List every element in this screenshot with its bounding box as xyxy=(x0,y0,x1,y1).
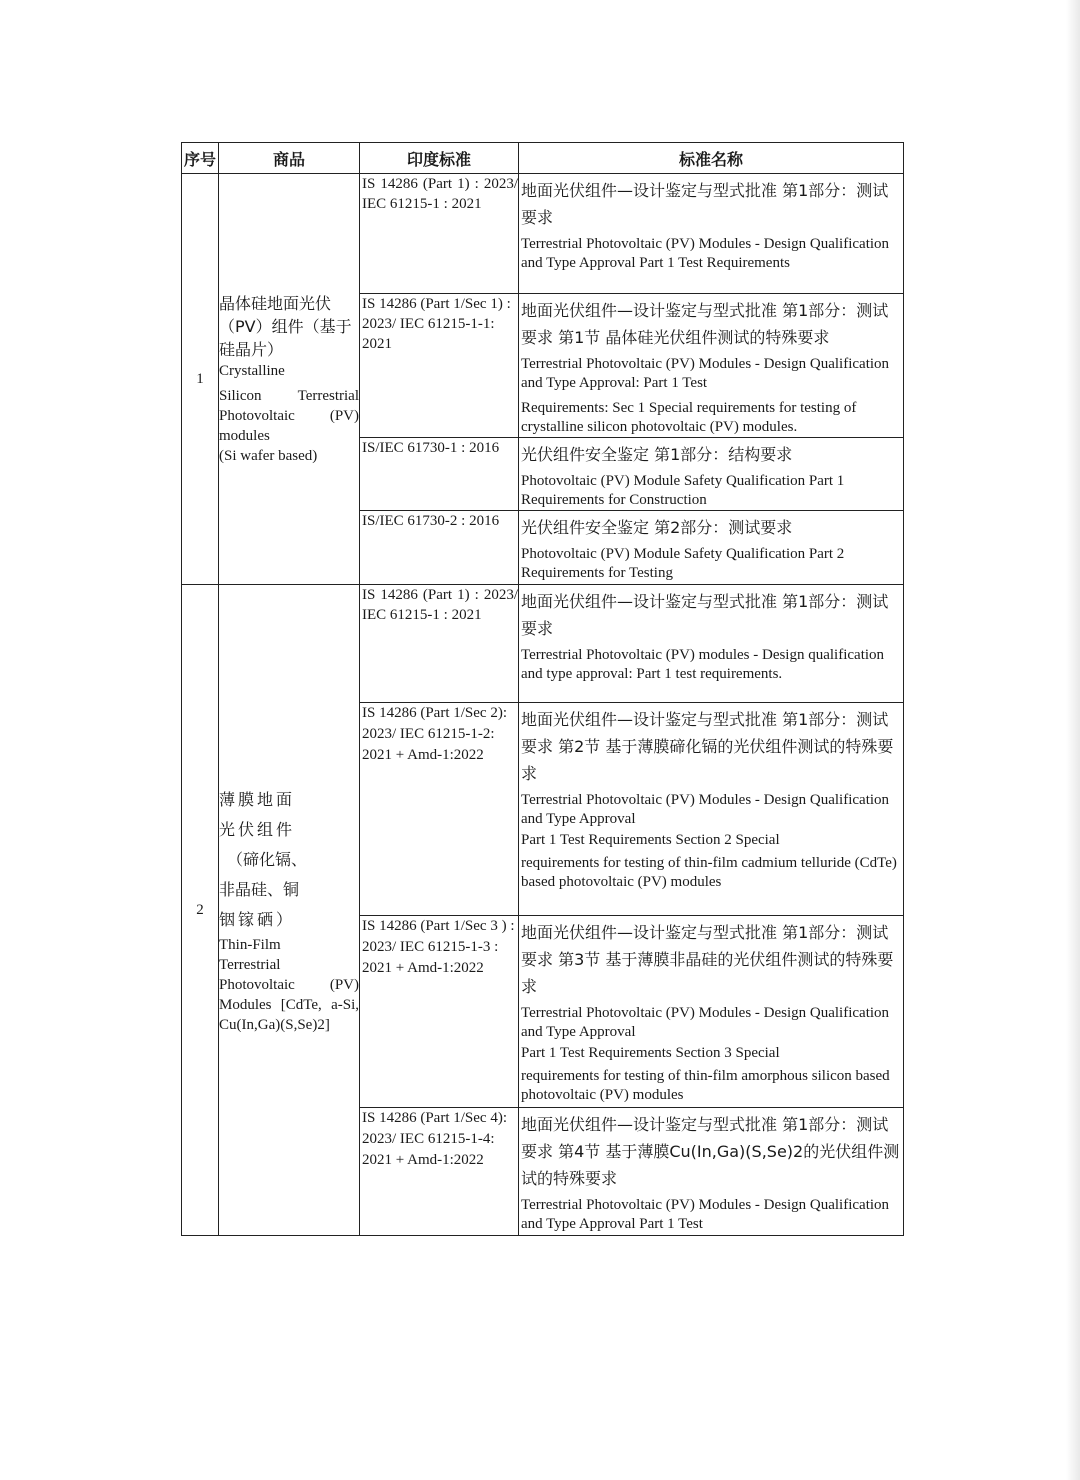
std-name-zh: 光伏组件安全鉴定 第1部分：结构要求 xyxy=(521,445,793,464)
std-name-en: requirements for testing of thin-film amorphous silicon based photovoltaic (PV) modules xyxy=(521,1068,890,1103)
product-name-zh: 光伏组件 xyxy=(219,820,296,839)
product-name-en: (Si wafer based) xyxy=(219,448,318,464)
std-name-zh: 地面光伏组件—设计鉴定与型式批准 第1部分：测试要求 xyxy=(521,592,889,638)
std-name-en: Terrestrial Photovoltaic (PV) modules - Design qualification and type approval: Part 1 test requirements. xyxy=(521,647,885,682)
seq-cell: 2 xyxy=(182,585,219,1236)
std-code-cell: IS 14286 (Part 1) : 2023/ IEC 61215-1 : 2021 xyxy=(360,174,519,294)
std-name-zh: 地面光伏组件—设计鉴定与型式批准 第1部分：测试要求 第3节 基于薄膜非晶硅的光伏组件测试的特殊要求 xyxy=(521,923,894,996)
product-name-zh: （碲化镉、 xyxy=(227,850,308,869)
std-name-en: requirements for testing of thin-film cadmium telluride (CdTe) based photovoltaic (PV) modules xyxy=(521,855,897,890)
std-code-cell: IS/IEC 61730-1 : 2016 xyxy=(360,438,519,511)
std-name-en: Part 1 Test Requirements Section 3 Special xyxy=(521,1045,780,1061)
std-name-cell xyxy=(519,511,904,585)
std-name-en: Terrestrial Photovoltaic (PV) Modules - Design Qualification and Type Approval Part 1 Test xyxy=(521,1197,890,1232)
std-code-cell: IS 14286 (Part 1) : 2023/ IEC 61215-1 : 2021 xyxy=(360,585,519,703)
table-row xyxy=(182,174,904,294)
std-name-cell xyxy=(519,294,904,438)
std-name-cell xyxy=(519,438,904,511)
header-indian-standard: 印度标准 xyxy=(360,143,519,174)
header-standard-name: 标准名称 xyxy=(519,143,904,174)
std-name-cell xyxy=(519,703,904,916)
standards-table xyxy=(181,142,904,1236)
std-code-cell: IS 14286 (Part 1/Sec 2): 2023/ IEC 61215-1-2: 2021 + Amd-1:2022 xyxy=(360,703,519,916)
std-code-cell: IS/IEC 61730-2 : 2016 xyxy=(360,511,519,585)
table-header-row xyxy=(182,143,904,174)
std-name-en: Requirements: Sec 1 Special requirements for testing of crystalline silicon photovoltaic (PV) modules. xyxy=(521,400,857,435)
std-name-en: Photovoltaic (PV) Module Safety Qualification Part 2 Requirements for Testing xyxy=(521,546,845,581)
product-name-en: Photovoltaic (PV) Modules [CdTe, a-Si, Cu(In,Ga)(S,Se)2] xyxy=(219,977,359,1033)
table-row xyxy=(182,585,904,703)
product-cell xyxy=(219,174,360,585)
std-name-zh: 光伏组件安全鉴定 第2部分：测试要求 xyxy=(521,518,793,537)
product-name-zh: 非晶硅、铜 xyxy=(219,880,300,899)
std-code-cell: IS 14286 (Part 1/Sec 4): 2023/ IEC 61215-1-4: 2021 + Amd-1:2022 xyxy=(360,1108,519,1236)
std-code-cell: IS 14286 (Part 1/Sec 1) : 2023/ IEC 61215-1-1: 2021 xyxy=(360,294,519,438)
header-product: 商品 xyxy=(219,143,360,174)
seq-cell: 1 xyxy=(182,174,219,585)
std-name-zh: 地面光伏组件—设计鉴定与型式批准 第1部分：测试要求 第2节 基于薄膜碲化镉的光伏组件测试的特殊要求 xyxy=(521,710,894,783)
product-name-zh: 晶体硅地面光伏（PV）组件（基于硅晶片） xyxy=(219,294,352,359)
std-name-cell xyxy=(519,585,904,703)
product-name-zh: 薄膜地面 xyxy=(219,790,296,809)
std-name-zh: 地面光伏组件—设计鉴定与型式批准 第1部分：测试要求 xyxy=(521,181,889,227)
std-name-en: Part 1 Test Requirements Section 2 Special xyxy=(521,832,780,848)
std-name-cell xyxy=(519,1108,904,1236)
product-name-zh: 铟镓硒） xyxy=(219,910,296,929)
product-name-en: Crystalline xyxy=(219,363,285,379)
product-name-en: Thin-Film xyxy=(219,937,281,953)
std-name-cell xyxy=(519,174,904,294)
std-name-en: Terrestrial Photovoltaic (PV) Modules - Design Qualification and Type Approval Part 1 Test Requirements xyxy=(521,236,890,271)
std-code-cell: IS 14286 (Part 1/Sec 3 ) : 2023/ IEC 61215-1-3 : 2021 + Amd-1:2022 xyxy=(360,916,519,1108)
product-cell xyxy=(219,585,360,1236)
std-name-en: Terrestrial Photovoltaic (PV) Modules - Design Qualification and Type Approval xyxy=(521,792,890,827)
std-name-en: Terrestrial Photovoltaic (PV) Modules - Design Qualification and Type Approval: Part 1 Test xyxy=(521,356,890,391)
std-name-zh: 地面光伏组件—设计鉴定与型式批准 第1部分：测试要求 第4节 基于薄膜Cu(In,Ga)(S,Se)2的光伏组件测试的特殊要求 xyxy=(521,1115,900,1188)
std-name-en: Photovoltaic (PV) Module Safety Qualification Part 1 Requirements for Construction xyxy=(521,473,845,508)
product-name-en: Terrestrial xyxy=(219,957,281,973)
std-name-en: Terrestrial Photovoltaic (PV) Modules - Design Qualification and Type Approval xyxy=(521,1005,890,1040)
header-seq: 序号 xyxy=(182,143,219,174)
std-name-zh: 地面光伏组件—设计鉴定与型式批准 第1部分：测试要求 第1节 晶体硅光伏组件测试的特殊要求 xyxy=(521,301,889,347)
page-edge-shadow xyxy=(1066,0,1080,1480)
product-name-en: Silicon Terrestrial Photovoltaic (PV) modules xyxy=(219,388,359,444)
std-name-cell xyxy=(519,916,904,1108)
